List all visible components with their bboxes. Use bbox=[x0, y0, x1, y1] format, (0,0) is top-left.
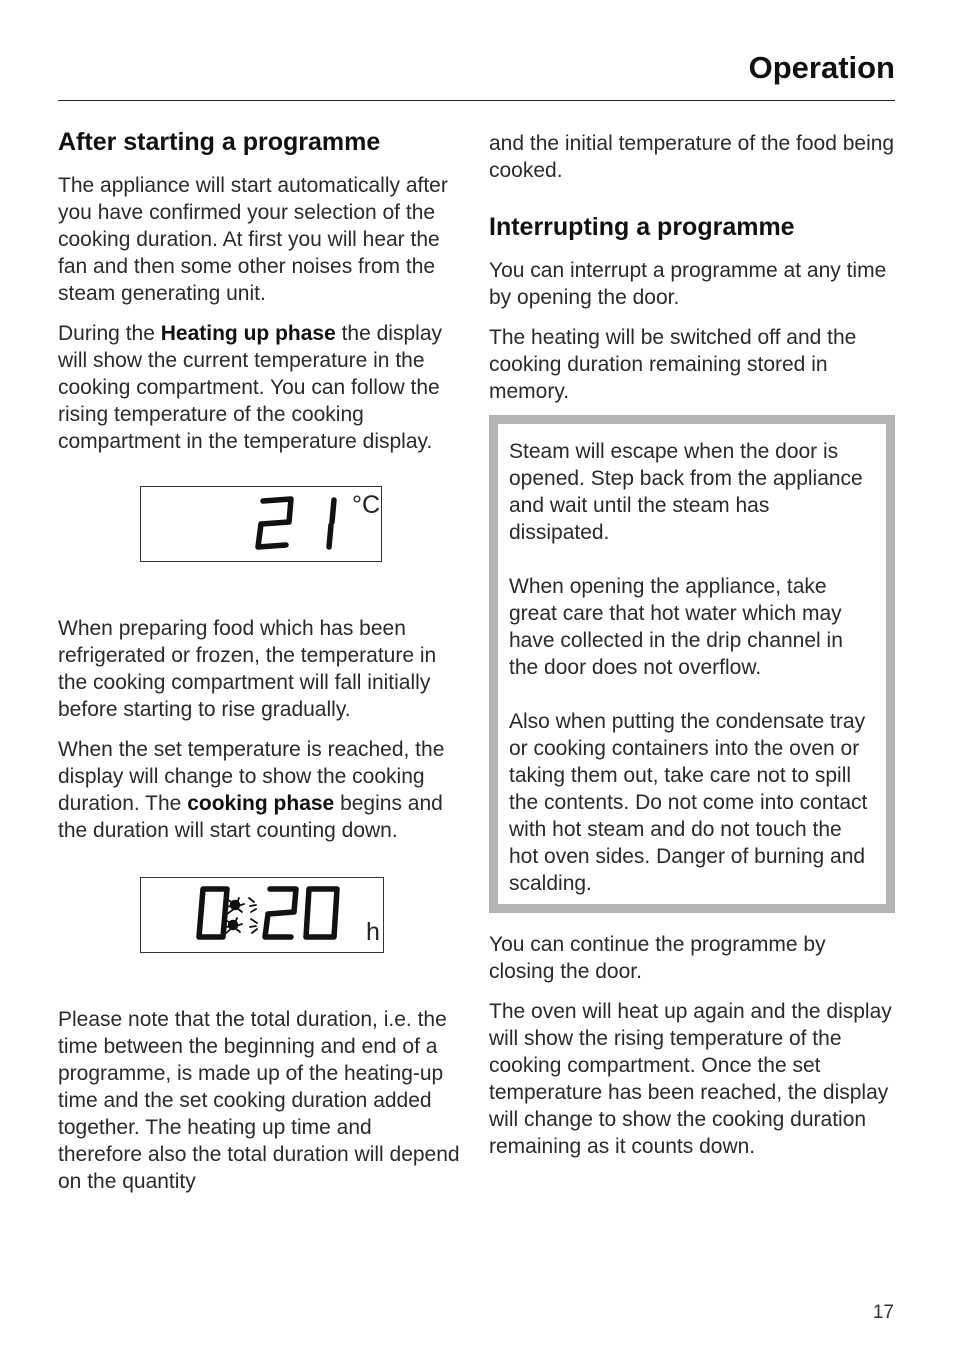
warning-hot-water: When opening the appliance, take great care that hot water which may have collected in the drip channel in the door does not overflow. bbox=[509, 575, 843, 679]
paragraph-heating-switched-off: The heating will be switched off and the cooking duration remaining stored in memory. bbox=[489, 326, 857, 403]
paragraph-heat-up-again: The oven will heat up again and the display will show the rising temperature of the cooking compartment. Once the set temperature has been reached, the display will change to show the cooking duration remaining as it counts down. bbox=[489, 1000, 892, 1158]
paragraph-interrupt-door: You can interrupt a programme at any time by opening the door. bbox=[489, 259, 887, 309]
section-heading-after-starting: After starting a programme bbox=[58, 128, 381, 156]
text-span: begins and the duration will start counting down. bbox=[58, 792, 443, 842]
paragraph-auto-start: The appliance will start automatically after you have confirmed your selection of the cooking duration. At first you will hear the fan and then some other noises from the steam generating unit. bbox=[58, 174, 448, 305]
text-span: the display will show the current temperature in the cooking compartment. You can follow the rising temperature of the cooking compartment in the temperature display. bbox=[58, 322, 442, 453]
paragraph-heating-up-phase bbox=[58, 320, 460, 455]
hours-unit: h bbox=[366, 918, 380, 946]
warning-box bbox=[489, 415, 895, 913]
right-column bbox=[489, 130, 895, 1173]
duration-display bbox=[140, 877, 384, 953]
temperature-digits bbox=[141, 487, 381, 561]
section-heading-interrupting: Interrupting a programme bbox=[489, 213, 795, 241]
paragraph-refrigerated-food: When preparing food which has been refrigerated or frozen, the temperature in the cooking compartment will fall initially before starting to rise gradually. bbox=[58, 617, 437, 721]
header-divider bbox=[58, 100, 895, 101]
paragraph-continue-programme: You can continue the programme by closing the door. bbox=[489, 933, 826, 983]
duration-digits bbox=[141, 878, 383, 952]
bold-term-cooking-phase: cooking phase bbox=[187, 792, 335, 815]
temperature-display bbox=[140, 486, 382, 562]
paragraph-continued: and the initial temperature of the food being cooked. bbox=[489, 132, 895, 182]
celsius-unit: °C bbox=[352, 491, 381, 519]
page-number: 17 bbox=[872, 1302, 894, 1323]
warning-burning-scalding: Also when putting the condensate tray or cooking containers into the oven or taking them out, take care not to spill the contents. Do not come into contact with hot steam and do not touch the hot oven sides. Danger of burning and scalding. bbox=[509, 710, 868, 895]
warning-steam-escape: Steam will escape when the door is opened. Step back from the appliance and wait until the steam has dissipated. bbox=[509, 440, 863, 544]
paragraph-total-duration: Please note that the total duration, i.e. the time between the beginning and end of a programme, is made up of the heating-up time and the set cooking duration added together. The heating up time and therefore also the total duration will depend on the quantity bbox=[58, 1008, 460, 1193]
paragraph-cooking-phase bbox=[58, 736, 460, 844]
text-span: When the set temperature is reached, the display will change to show the cooking duration. The bbox=[58, 738, 445, 815]
left-column bbox=[58, 124, 460, 1208]
page-title: Operation bbox=[748, 50, 895, 85]
text-span: During the bbox=[58, 322, 161, 345]
bold-term-heating-up-phase: Heating up phase bbox=[160, 322, 336, 345]
